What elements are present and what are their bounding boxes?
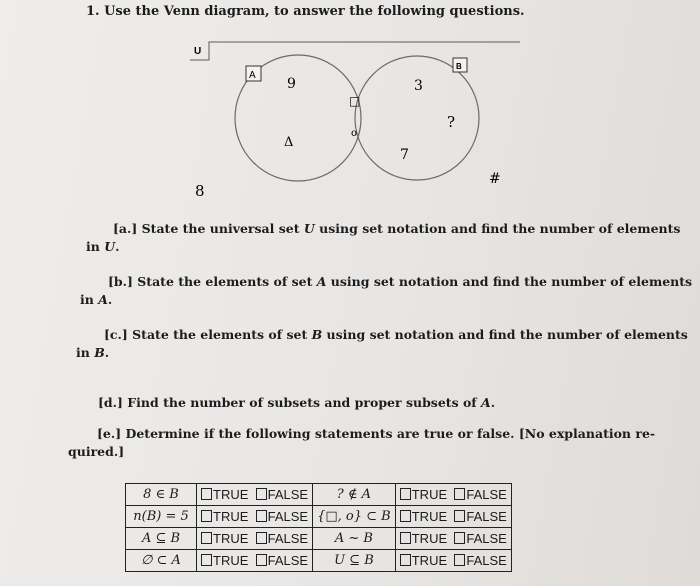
statement-left: ∅ ⊂ A: [126, 550, 197, 572]
part-d-var: A: [481, 395, 491, 410]
set-a-label: A: [249, 70, 256, 81]
choice-cell-right: [395, 506, 511, 528]
table-row: [126, 484, 512, 506]
false-checkbox[interactable]: [256, 532, 267, 544]
part-b-line2: in A.: [80, 292, 113, 307]
true-option-label: TRUE: [411, 531, 448, 546]
false-checkbox[interactable]: [454, 532, 465, 544]
statement-left: n(B) = 5: [126, 506, 197, 528]
true-option-label: TRUE: [411, 509, 448, 524]
false-checkbox[interactable]: [256, 488, 267, 500]
element-square: □: [349, 94, 361, 108]
false-option-label: FALSE: [466, 531, 507, 546]
part-a-label: [a.]: [113, 221, 138, 236]
false-option-label: FALSE: [466, 509, 507, 524]
element-circle: o: [351, 128, 358, 139]
false-option-label: FALSE: [267, 531, 309, 546]
true-checkbox[interactable]: [201, 554, 212, 566]
element-seven: 7: [400, 147, 409, 163]
part-c-var: B: [311, 327, 323, 342]
part-e-text: Determine if the following statements are true or false. [No explanation re-: [125, 426, 656, 441]
part-a-text2: using set notation and find the number of elements: [319, 221, 681, 236]
true-option-label: TRUE: [213, 553, 249, 568]
statement-left: 8 ∈ B: [126, 484, 197, 506]
false-option-label: FALSE: [267, 487, 309, 502]
set-b-circle: [355, 56, 479, 180]
false-checkbox[interactable]: [454, 554, 465, 566]
table-row: [126, 528, 512, 550]
part-e: [97, 425, 655, 442]
part-c-text2: using set notation and find the number of elements: [326, 327, 688, 342]
universe-frame: [190, 42, 520, 60]
true-checkbox[interactable]: [400, 488, 411, 500]
false-option-label: FALSE: [466, 487, 507, 502]
true-false-table: [125, 483, 512, 572]
statement-right: A ~ B: [313, 528, 396, 550]
part-c-label: [c.]: [104, 327, 128, 342]
statement-left: A ⊆ B: [126, 528, 197, 550]
part-b-text2: using set notation and find the number of elements: [330, 274, 693, 289]
part-a: [113, 220, 680, 237]
part-e-label: [e.]: [97, 426, 122, 441]
choice-cell-left: [197, 528, 313, 550]
part-b-label: [b.]: [108, 274, 133, 289]
element-triangle: Δ: [284, 135, 294, 150]
element-question: ?: [447, 113, 456, 131]
true-option-label: TRUE: [411, 487, 448, 502]
part-c-text: State the elements of set: [132, 327, 308, 342]
false-option-label: FALSE: [267, 553, 309, 568]
true-checkbox[interactable]: [400, 554, 411, 566]
choice-cell-right: [395, 550, 511, 572]
statement-right: {□, o} ⊂ B: [313, 506, 396, 528]
true-checkbox[interactable]: [400, 510, 411, 522]
part-b-text: State the elements of set: [137, 274, 313, 289]
part-a-text: State the universal set: [141, 221, 300, 236]
statement-right: U ⊆ B: [313, 550, 396, 572]
question-title: 1. Use the Venn diagram, to answer the following questions.: [86, 4, 525, 19]
choice-cell-left: [197, 484, 313, 506]
part-b-var: A: [316, 274, 327, 289]
false-option-label: FALSE: [466, 553, 507, 568]
true-checkbox[interactable]: [201, 510, 212, 522]
false-option-label: FALSE: [267, 509, 309, 524]
true-option-label: TRUE: [411, 553, 448, 568]
table-row: [126, 506, 512, 528]
table-row: [126, 550, 512, 572]
choice-cell-left: [197, 506, 313, 528]
true-checkbox[interactable]: [201, 532, 212, 544]
part-b: [108, 273, 692, 290]
true-option-label: TRUE: [213, 509, 249, 524]
choice-cell-right: [395, 484, 511, 506]
element-eight: 8: [195, 182, 205, 200]
choice-cell-right: [395, 528, 511, 550]
false-checkbox[interactable]: [454, 510, 465, 522]
part-c: [104, 326, 688, 343]
false-checkbox[interactable]: [256, 510, 267, 522]
part-d-text: Find the number of subsets and proper subsets of: [127, 395, 477, 410]
statement-right: ? ∉ A: [313, 484, 396, 506]
true-checkbox[interactable]: [201, 488, 212, 500]
true-checkbox[interactable]: [400, 532, 411, 544]
part-e-line2: quired.]: [68, 444, 125, 459]
element-three: 3: [414, 78, 423, 94]
element-nine: 9: [287, 76, 296, 92]
false-checkbox[interactable]: [256, 554, 267, 566]
universe-label: U: [194, 46, 202, 57]
element-hash: #: [489, 171, 501, 187]
choice-cell-left: [197, 550, 313, 572]
part-d-label: [d.]: [98, 395, 123, 410]
part-a-var: U: [303, 221, 315, 236]
false-checkbox[interactable]: [454, 488, 465, 500]
true-option-label: TRUE: [213, 531, 249, 546]
part-d: [d.] Find the number of subsets and proper subsets of A.: [98, 395, 496, 410]
part-c-line2: in B.: [76, 345, 110, 360]
set-b-label: B: [456, 62, 462, 71]
true-option-label: TRUE: [213, 487, 249, 502]
part-a-line2: in U.: [86, 239, 120, 254]
venn-diagram: [185, 38, 520, 208]
